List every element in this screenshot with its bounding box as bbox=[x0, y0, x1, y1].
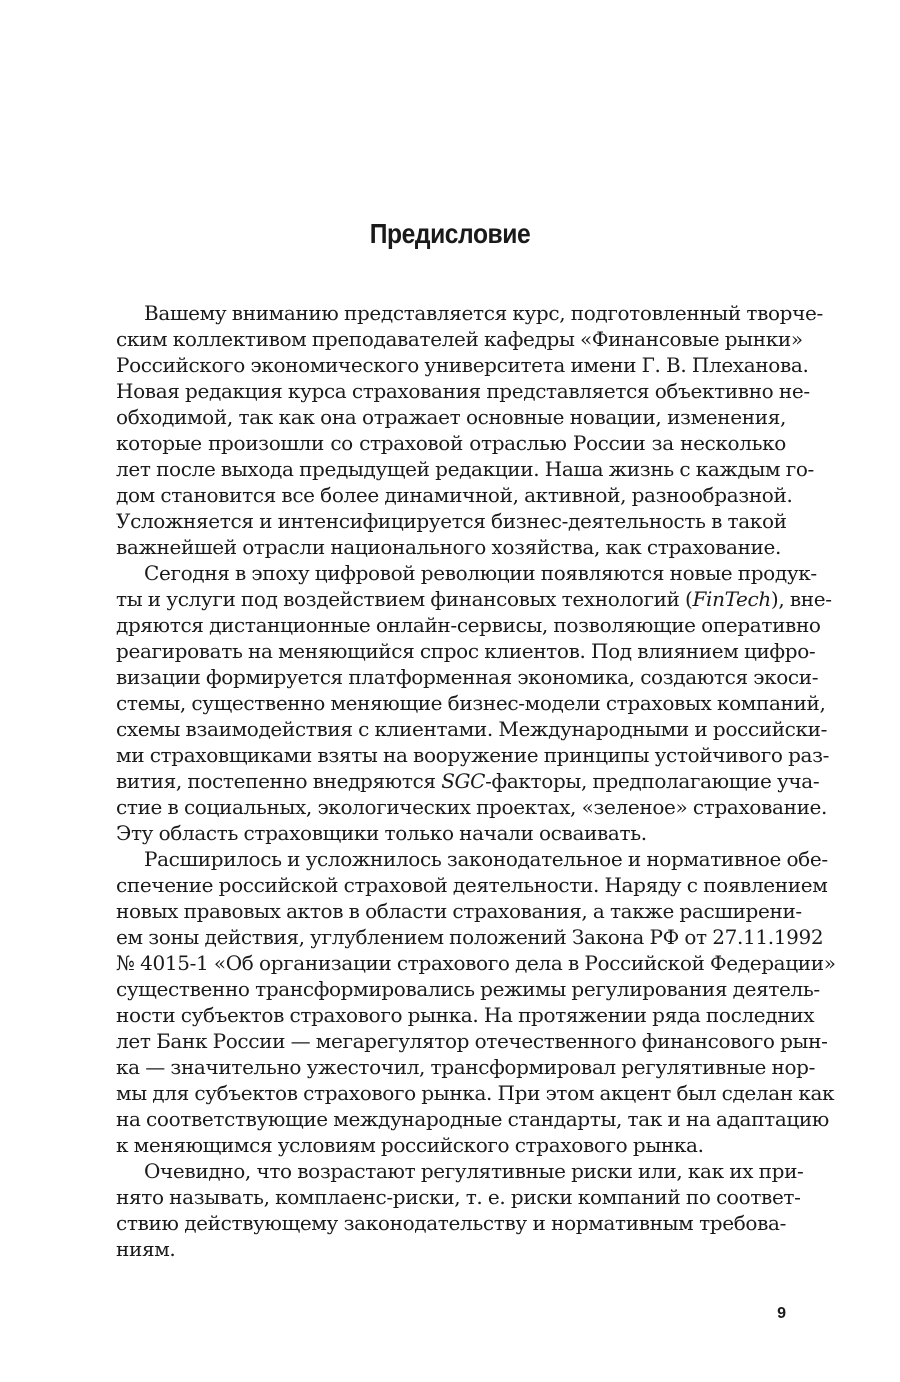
text-line: на соответствующие международные стандарты, так и на адаптацию bbox=[116, 1107, 829, 1131]
page-number: 9 bbox=[777, 1305, 786, 1322]
text-line: нято называть, комплаенс-риски, т. е. риски компаний по соответ- bbox=[116, 1185, 801, 1209]
text-line: стемы, существенно меняющие бизнес-модели страховых компаний, bbox=[116, 691, 826, 715]
text-line: новых правовых актов в области страхования, а также расширени- bbox=[116, 899, 802, 923]
text-line: № 4015-1 «Об организации страхового дела в Российской Федерации» bbox=[116, 951, 836, 975]
text-line: Вашему вниманию представляется курс, подготовленный творче- bbox=[144, 301, 823, 325]
text-line: лет Банк России — мегарегулятор отечественного финансового рын- bbox=[116, 1029, 828, 1053]
text-line: Сегодня в эпоху цифровой революции появляются новые продук- bbox=[144, 561, 817, 585]
text-line: Усложняется и интенсифицируется бизнес-деятельность в такой bbox=[116, 509, 787, 533]
text-line: ности субъектов страхового рынка. На протяжении ряда последних bbox=[116, 1003, 815, 1027]
text-line: важнейшей отрасли национального хозяйства, как страхование. bbox=[116, 535, 782, 559]
text-line: схемы взаимодействия с клиентами. Международными и российски- bbox=[116, 717, 828, 741]
text-line: Эту область страховщики только начали осваивать. bbox=[116, 821, 647, 845]
text-line: обходимой, так как она отражает основные новации, изменения, bbox=[116, 405, 786, 429]
text-line: мы для субъектов страхового рынка. При этом акцент был сделан как bbox=[116, 1081, 835, 1105]
text-line: Российского экономического университета имени Г. В. Плеханова. bbox=[116, 353, 809, 377]
page-title: Предисловие bbox=[369, 218, 531, 249]
text-line: ми страховщиками взяты на вооружение принципы устойчивого раз- bbox=[116, 743, 830, 767]
text-line: Очевидно, что возрастают регулятивные риски или, как их при- bbox=[144, 1159, 804, 1183]
text-line: Расширилось и усложнилось законодательное и нормативное обе- bbox=[144, 847, 828, 871]
body-text bbox=[116, 300, 836, 1262]
text-line: ты и услуги под воздействием финансовых технологий (FinTech), вне- bbox=[116, 587, 832, 611]
text-line: ем зоны действия, углублением положений Закона РФ от 27.11.1992 bbox=[116, 925, 824, 949]
text-line: ствию действующему законодательству и нормативным требова- bbox=[116, 1211, 786, 1235]
text-line: ка — значительно ужесточил, трансформировал регулятивные нор- bbox=[116, 1055, 816, 1079]
text-line: которые произошли со страховой отраслью России за несколько bbox=[116, 431, 786, 455]
text-line: существенно трансформировались режимы регулирования деятель- bbox=[116, 977, 820, 1001]
text-line: ниям. bbox=[116, 1237, 176, 1261]
text-line: дом становится все более динамичной, активной, разнообразной. bbox=[116, 483, 793, 507]
text-line: лет после выхода предыдущей редакции. Наша жизнь с каждым го- bbox=[116, 457, 814, 481]
text-line: визации формируется платформенная экономика, создаются экоси- bbox=[116, 665, 819, 689]
text-line: стие в социальных, экологических проектах, «зеленое» страхование. bbox=[116, 795, 828, 819]
text-line: спечение российской страховой деятельности. Наряду с появлением bbox=[116, 873, 828, 897]
text-line: Новая редакция курса страхования представляется объективно не- bbox=[116, 379, 810, 403]
text-line: ским коллективом преподавателей кафедры «Финансовые рынки» bbox=[116, 327, 803, 351]
text-line: реагировать на меняющийся спрос клиентов. Под влиянием цифро- bbox=[116, 639, 816, 663]
text-line: дряются дистанционные онлайн-сервисы, позволяющие оперативно bbox=[116, 613, 821, 637]
text-line: к меняющимся условиям российского страхового рынка. bbox=[116, 1133, 704, 1157]
text-line: вития, постепенно внедряются SGC-факторы, предполагающие уча- bbox=[116, 769, 820, 793]
